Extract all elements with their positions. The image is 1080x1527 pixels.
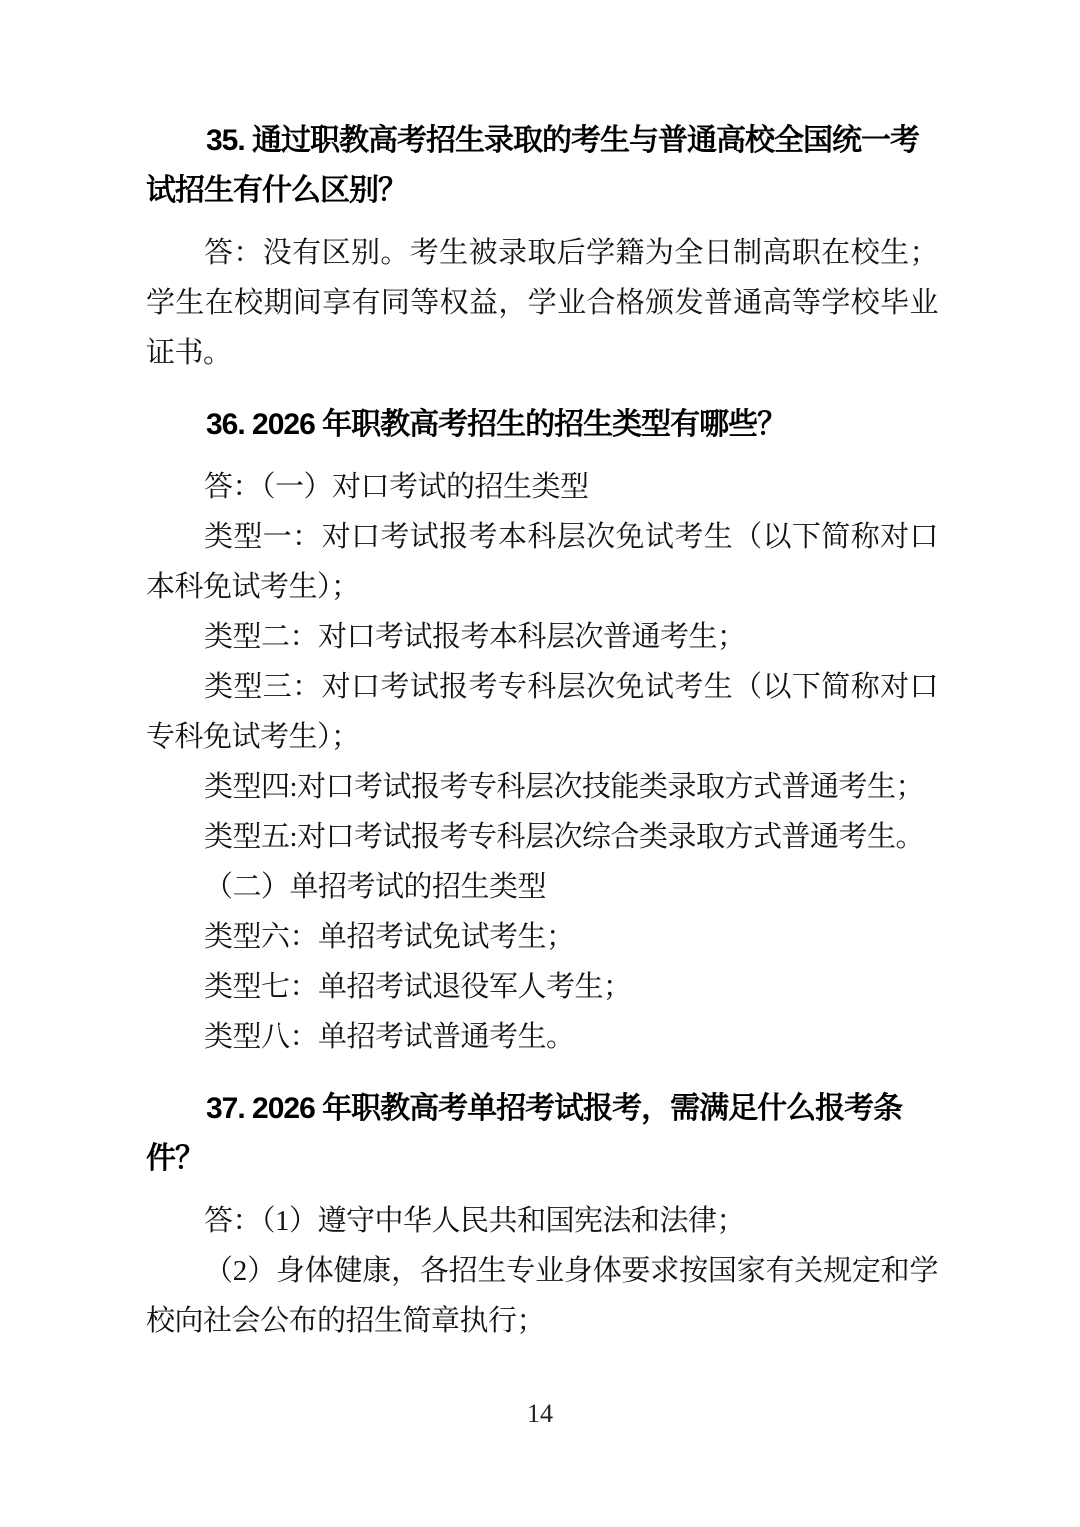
answer-36-paragraph-10-type-eight: 类型八：单招考试普通考生。 [204,1021,575,1053]
answer-36-paragraph-5-type-four: 类型四:对口考试报考专科层次技能类录取方式普通考生； [204,771,925,803]
answer-36-paragraph-9-type-seven: 类型七：单招考试退役军人考生； [204,971,632,1003]
answer-37-paragraph-2: （2）身体健康，各招生专业身体要求按国家有关规定和学校向社会公布的招生简章执行； [146,1255,938,1337]
answer-36-paragraph-2-type-one: 类型一：对口考试报考本科层次免试考生（以下简称对口本科免试考生）； [146,521,938,603]
question-heading-37: 37. 2026 年职教高考单招考试报考，需满足什么报考条件？ [146,1092,903,1175]
question-heading-36: 36. 2026 年职教高考招生的招生类型有哪些？ [206,408,787,441]
page-number: 14 [527,1399,553,1428]
answer-36-paragraph-1: 答：（一）对口考试的招生类型 [204,471,589,503]
answer-36-paragraph-6-type-five: 类型五:对口考试报考专科层次综合类录取方式普通考生。 [204,821,925,853]
answer-36-paragraph-4-type-three: 类型三：对口考试报考专科层次免试考生（以下简称对口专科免试考生）； [146,671,938,753]
answer-36-paragraph-3-type-two: 类型二：对口考试报考本科层次普通考生； [204,621,746,653]
answer-36-paragraph-8-type-six: 类型六：单招考试免试考生； [204,921,575,953]
question-heading-35: 35. 通过职教高考招生录取的考生与普通高校全国统一考试招生有什么区别？ [146,124,920,207]
answer-37-paragraph-1: 答：（1）遵守中华人民共和国宪法和法律； [204,1205,746,1237]
answer-35-paragraph: 答：没有区别。考生被录取后学籍为全日制高职在校生；学生在校期间享有同等权益，学业合格颁发普通高等学校毕业证书。 [146,237,938,369]
document-page [146,0,938,1346]
answer-36-paragraph-7-subheading-two: （二）单招考试的招生类型 [204,871,547,903]
